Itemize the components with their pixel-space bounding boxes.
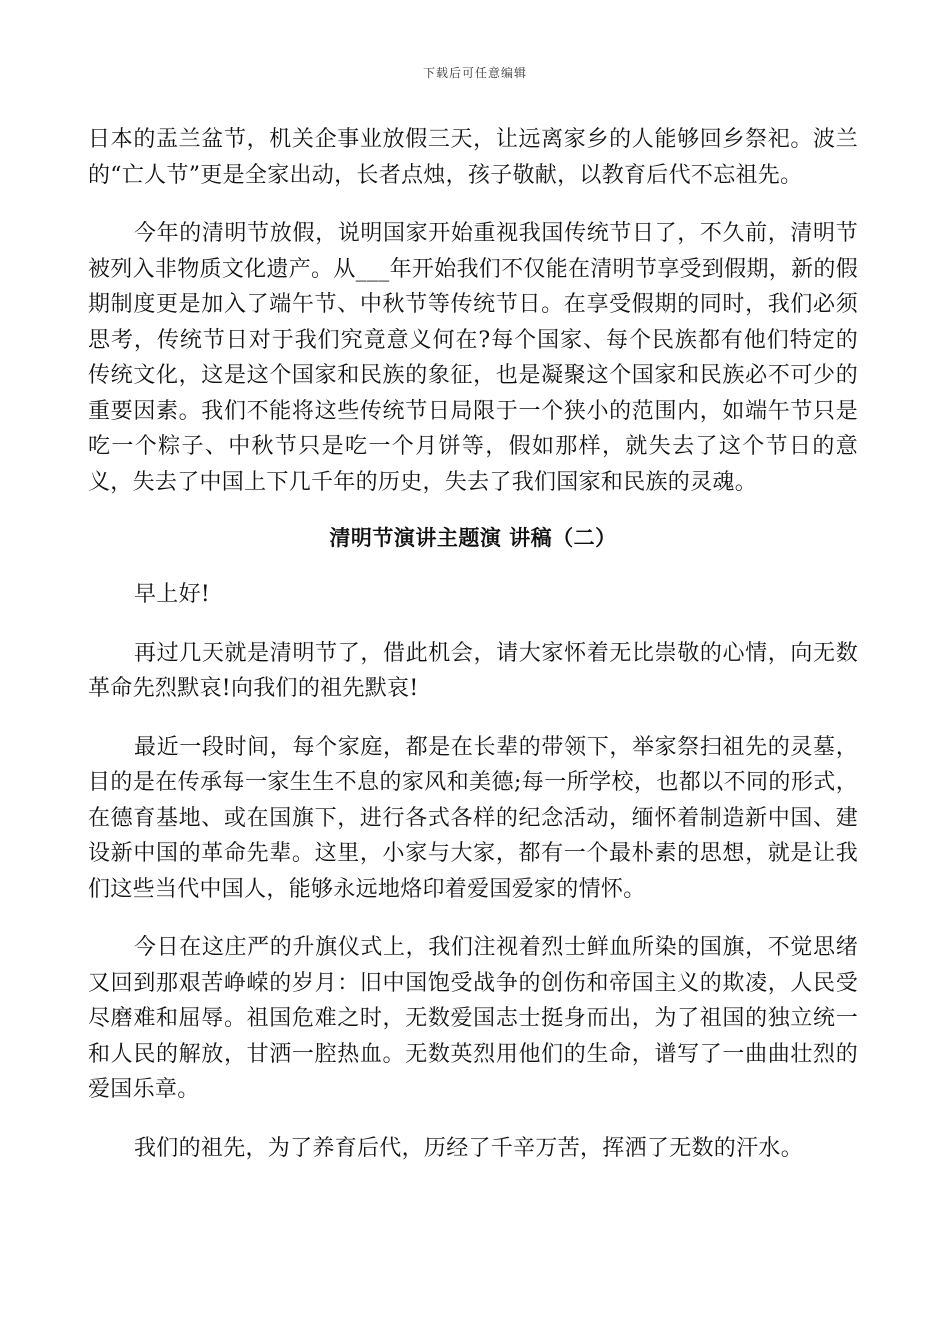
section-title: 清明节演讲主题演 讲稿（二） (329, 526, 617, 550)
paragraph: 最近一段时间，每个家庭，都是在长辈的带领下，举家祭扫祖先的灵墓，目的是在传承每一家生生不息的家风和美德;每一所学校，也都以不同的形式，在德育基地、或在国旗下，进行各式各样的纪念活动，缅怀着制造新中国、建设新中国的革命先辈。这里，小家与大家，都有一个最朴素的思想，就是让我们这些当代中国人，能够永远地烙印着爱国爱家的情怀。 (88, 734, 858, 902)
paragraph: 今年的清明节放假，说明国家开始重视我国传统节日了，不久前，清明节被列入非物质文化遗产。从___年开始我们不仅能在清明节享受到假期，新的假期制度更是加入了端午节、中秋节等传统节日。在享受假期的同时，我们必须思考，传统节日对于我们究竟意义何在?每个国家、每个民族都有他们特定的传统文化，这是这个国家和民族的象征，也是凝聚这个国家和民族必不可少的重要因素。我们不能将这些传统节日局限于一个狭小的范围内，如端午节只是吃一个粽子、中秋节只是吃一个月饼等，假如那样，就失去了这个节日的意义，失去了中国上下几千年的历史，失去了我们国家和民族的灵魂。 (88, 221, 858, 495)
page-header-note: 下载后可任意编辑 (422, 66, 527, 80)
paragraph: 今日在这庄严的升旗仪式上，我们注视着烈士鲜血所染的国旗，不觉思绪又回到那艰苦峥嵘的岁月：旧中国饱受战争的创伤和帝国主义的欺凌，人民受尽磨难和屈辱。祖国危难之时，无数爱国志士挺身而出，为了祖国的独立统一和人民的解放，甘洒一腔热血。无数英烈用他们的生命，谱写了一曲曲壮烈的爱国乐章。 (88, 935, 858, 1102)
paragraph: 再过几天就是清明节了，借此机会，请大家怀着无比崇敬的心情，向无数革命先烈默哀!向我们的祖先默哀! (88, 640, 858, 701)
document-body (88, 122, 858, 1189)
paragraph: 日本的盂兰盆节，机关企事业放假三天，让远离家乡的人能够回乡祭祀。波兰的“亡人节”更是全家出动，长者点烛，孩子敬献，以教育后代不忘祖先。 (88, 127, 858, 188)
greeting: 早上好! (134, 582, 211, 607)
paragraph: 我们的祖先，为了养育后代，历经了千辛万苦，挥洒了无数的汗水。 (134, 1135, 804, 1161)
